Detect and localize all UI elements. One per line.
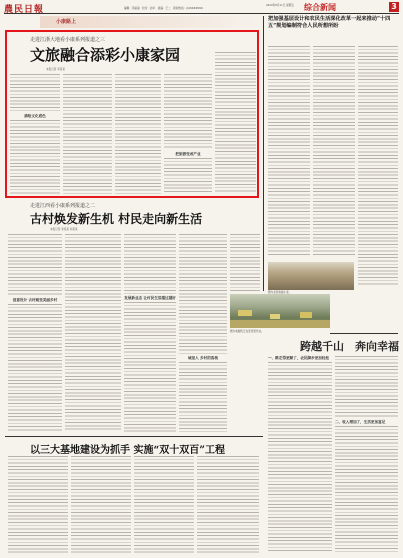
- lead-text-col-4b: [164, 158, 212, 194]
- second-text-col-5: [230, 234, 260, 292]
- section-title: 综合新闻: [304, 3, 336, 12]
- lead-byline: 本报记者 李某某: [46, 68, 65, 71]
- page-number: 3: [389, 2, 399, 12]
- harvest-photo: [230, 294, 330, 328]
- bottom-text-col-2: [71, 456, 131, 554]
- editor-info: 编辑：李丽丽 校对：赵华 美编：王二 新闻热线：(0)XXXXXXX: [124, 7, 203, 10]
- lead-text-col-5: [215, 52, 256, 194]
- lead-text-col-1b: [10, 120, 60, 194]
- bottom-rule: [5, 436, 263, 437]
- feature-text-col-2b: [335, 426, 398, 552]
- lead-text-col-2: [63, 74, 112, 194]
- right-photo-caption: 图为农民收割小麦。: [268, 291, 292, 294]
- issue-date: 2020年8月21日 星期五: [266, 4, 294, 7]
- lead-subhead-1: 描绘文化底色: [24, 114, 46, 118]
- second-text-col-1b: [8, 304, 62, 432]
- bottom-headline[interactable]: 以三大基地建设为抓手 实施“双十双百”工程: [30, 445, 225, 456]
- lead-kicker: 走进江浙大地看小康系列报道之三: [30, 37, 106, 43]
- right-text-col-2: [313, 46, 355, 256]
- photo-caption: 图为收割机正在麦田里作业。: [230, 330, 264, 333]
- lead-headline[interactable]: 文旅融合添彩小康家园: [30, 46, 181, 64]
- second-headline[interactable]: 古村焕发新生机 村民走向新生活: [30, 212, 203, 226]
- bottom-text-col-4: [197, 456, 259, 554]
- harvester-illustration: [230, 294, 330, 328]
- newspaper-logo: 農民日報: [4, 5, 45, 15]
- feature-subhead-2: 二、收入增加了，生活更加富足: [335, 420, 386, 424]
- second-byline: 本报记者 李某某 刘某某: [50, 228, 78, 231]
- second-subhead-1: 创意设计 古村蜕变美丽乡村: [12, 298, 58, 302]
- second-text-col-1a: [8, 234, 62, 296]
- bottom-text-col-3: [134, 456, 194, 554]
- second-subhead-2: 发展新业态 让村民生活越过越好: [124, 296, 176, 300]
- second-text-col-4b: [179, 362, 227, 432]
- feature-text-col-2a: [335, 356, 398, 418]
- band-title: 小康路上: [56, 19, 77, 25]
- second-kicker: 走进江西看小康系列报道之二: [30, 203, 96, 209]
- lead-subhead-2: 把旅游变成产业: [175, 152, 201, 156]
- second-text-col-3b: [124, 302, 176, 432]
- second-text-col-3a: [124, 234, 176, 294]
- bottom-text-col-1: [8, 456, 68, 554]
- feature-rule: [330, 333, 398, 334]
- masthead: [4, 2, 399, 14]
- column-divider: [263, 16, 264, 291]
- feature-subhead-1: 一、路走得更顺了，农民脚步更加轻松: [268, 356, 330, 360]
- lead-text-col-1a: [10, 74, 60, 112]
- lead-text-col-3: [115, 74, 161, 194]
- right-text-col-3: [358, 46, 398, 286]
- second-text-col-4a: [179, 234, 227, 354]
- field-photo: [268, 262, 354, 290]
- feature-headline[interactable]: 跨越千山 奔向幸福: [300, 340, 399, 353]
- feature-text-col-1: [268, 362, 332, 552]
- second-text-col-2: [65, 234, 121, 432]
- right-text-col-1: [268, 46, 310, 256]
- right-headline[interactable]: 把加强基层设计和农民生活深化改革一起来推动“十四五”规划编制符合人民所想所盼: [268, 16, 391, 29]
- lead-text-col-4a: [164, 74, 212, 150]
- second-subhead-3: 城里人 乡村的客栈: [187, 356, 218, 360]
